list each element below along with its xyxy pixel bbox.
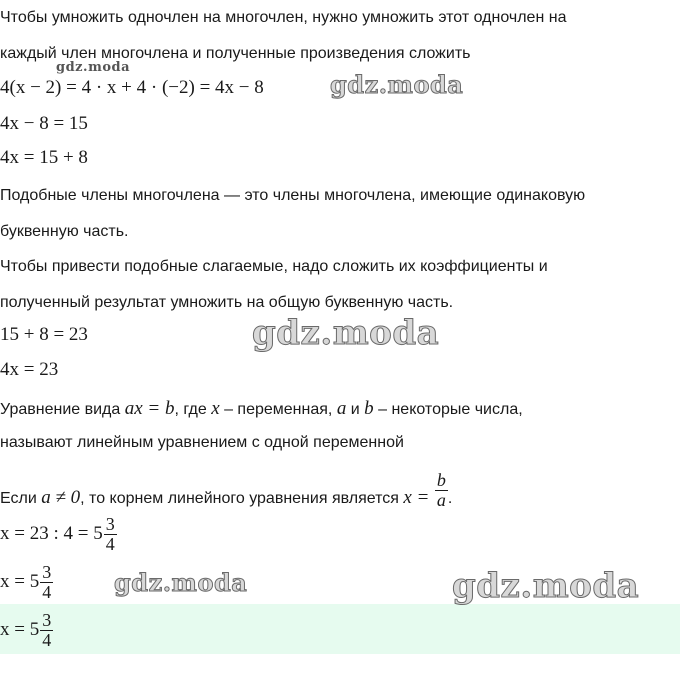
- equation-result: [0, 560, 53, 604]
- eq7-fraction-denominator: 4: [42, 582, 52, 603]
- paragraph-4-line-1: [0, 397, 523, 421]
- paragraph-1-line-2: каждый член многочлена и полученные произведения сложить: [0, 45, 471, 62]
- eq6-fraction-numerator: 3: [105, 514, 115, 535]
- eq8-fraction: [40, 611, 53, 650]
- p4-text-3: – переменная,: [224, 401, 333, 418]
- paragraph-2-line-1: Подобные члены многочлена — это члены многочлена, имеющие одинаковую: [0, 187, 586, 204]
- p5-text-1: Если: [0, 490, 37, 507]
- watermark-top: gdz.moda: [330, 70, 464, 99]
- eq6-fraction: [104, 515, 117, 554]
- eq7-lhs: x = 5: [0, 571, 40, 592]
- eq8-fraction-numerator: 3: [42, 610, 52, 631]
- eq6-lhs: x = 23 : 4 = 5: [0, 523, 103, 544]
- p4-text-2: , где: [174, 401, 207, 418]
- equation-division: [0, 512, 117, 556]
- p5-math-a-ne-0: a ≠ 0: [41, 487, 81, 508]
- eq6-fraction-denominator: 4: [105, 534, 115, 555]
- equation-expand: 4(x − 2) = 4 · x + 4 · (−2) = 4x − 8: [0, 77, 264, 98]
- watermark-bottom-right: gdz.moda: [452, 566, 640, 606]
- paragraph-2-line-2: буквенную часть.: [0, 223, 129, 240]
- p5-math-x-eq: x =: [403, 487, 430, 508]
- watermark-center: gdz.moda: [252, 313, 440, 353]
- paragraph-3-line-1: Чтобы привести подобные слагаемые, надо сложить их коэффициенты и: [0, 258, 548, 275]
- p5-text-2: , то корнем линейного уравнения является: [80, 490, 399, 507]
- answer-highlight: [0, 604, 680, 654]
- paragraph-5: [0, 471, 452, 510]
- equation-simplified: 4x = 23: [0, 359, 59, 380]
- p4-text-1: Уравнение вида: [0, 401, 121, 418]
- p5-fraction-b-over-a: [435, 471, 448, 510]
- p5-fraction-numerator: b: [436, 470, 446, 490]
- eq7-fraction-numerator: 3: [42, 562, 52, 583]
- p4-text-5: – некоторые числа,: [378, 401, 523, 418]
- eq8-lhs: x = 5: [0, 619, 40, 640]
- equation-transfer: 4x = 15 + 8: [0, 147, 88, 168]
- paragraph-1-line-1: Чтобы умножить одночлен на многочлен, нужно умножить этот одночлен на: [0, 9, 567, 26]
- watermark-bottom-left: gdz.moda: [114, 568, 248, 597]
- paragraph-4-line-2: называют линейным уравнением с одной переменной: [0, 434, 404, 451]
- p4-math-x: x: [211, 398, 220, 419]
- p5-period: .: [447, 490, 453, 507]
- watermark-small: gdz.moda: [56, 60, 131, 75]
- equation-setup: 4x − 8 = 15: [0, 113, 88, 134]
- p4-math-a: a: [336, 398, 347, 419]
- p4-math-ax-b: ax = b: [124, 398, 175, 419]
- equation-sum: 15 + 8 = 23: [0, 324, 88, 345]
- p4-text-4: и: [350, 401, 360, 418]
- p5-fraction-denominator: a: [436, 490, 446, 510]
- equation-answer: [0, 608, 53, 652]
- eq8-fraction-denominator: 4: [42, 630, 52, 651]
- p4-math-b: b: [364, 398, 374, 419]
- eq7-fraction: [40, 563, 53, 602]
- paragraph-3-line-2: полученный результат умножить на общую буквенную часть.: [0, 294, 454, 311]
